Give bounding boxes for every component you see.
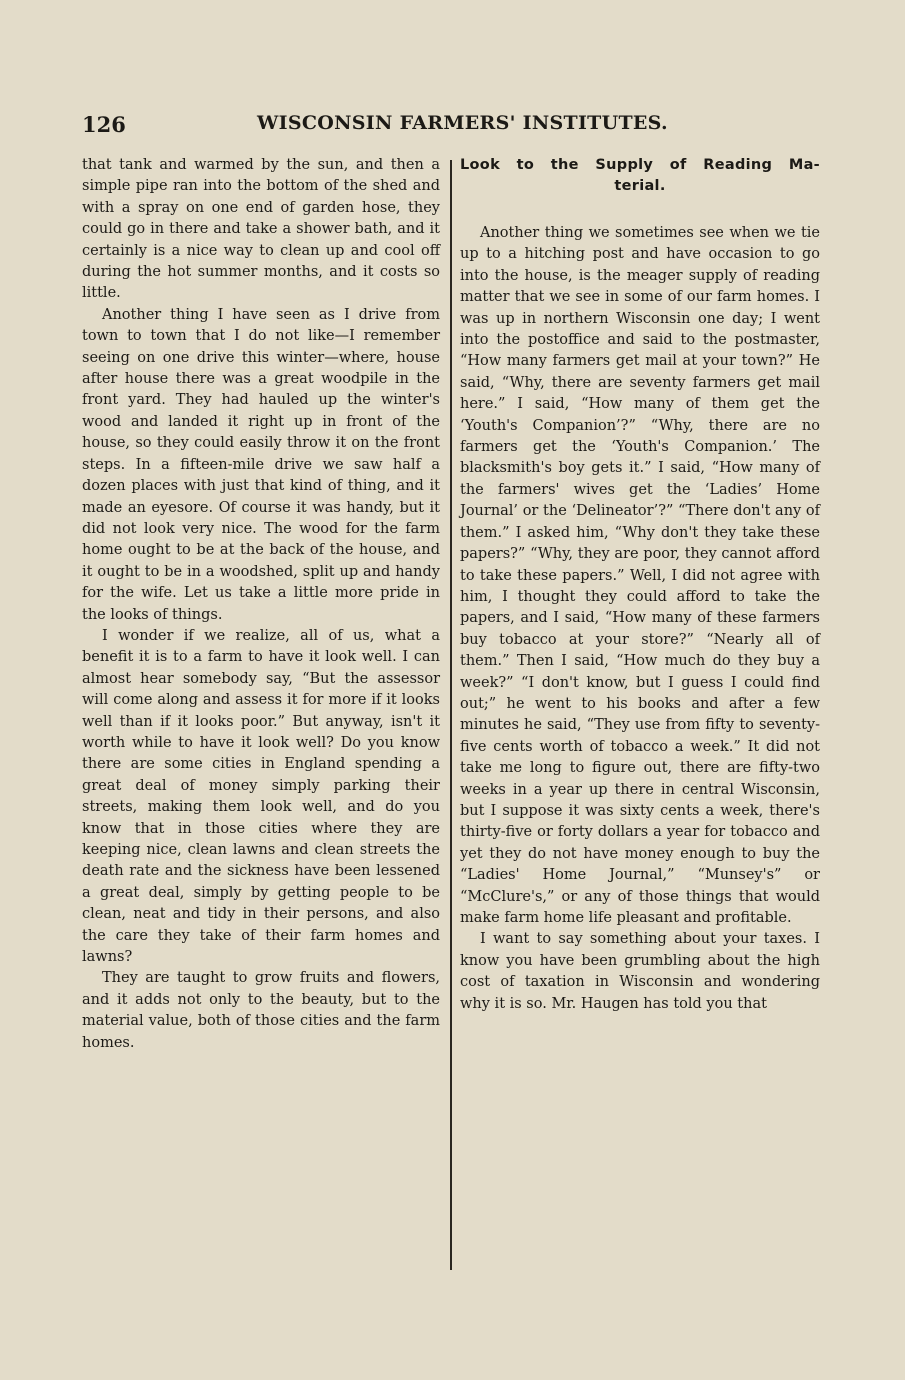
paragraph: I want to say something about your taxes. I know you have been grumbling about the high cost of taxation in Wisconsin and wondering why it is so. Mr. Haugen has told you that xyxy=(460,931,820,1012)
page-number: 126 xyxy=(82,112,126,137)
paragraph: They are taught to grow fruits and flowers, and it adds not only to the beauty, but to the material value, both of those cities and the farm homes. xyxy=(82,970,440,1051)
paragraph: Another thing we sometimes see when we tie up to a hitching post and have occasion to go into the house, is the meager supply of reading matter that we see in some of our farm homes. I was up in northern Wisconsin one day; I went into the postoffice and said to the postmaster, “How many farmers get mail at your town?” He said, “Why, there are seventy farmers get mail here.” I said, “How many of them get the ‘Youth's Companion’?” “Why, there are no farmers get the ‘Youth's Companion.’ The blacksmith's boy gets it.” I said, “How many of the farmers' wives get the ‘Ladies’ Home Journal’ or the ‘Delineator’?” “There don't any of them.” I asked him, “Why don't they take these papers?” “Why, they are poor, they cannot afford to take these papers.” Well, I did not agree with him, I thought they could afford to take the papers, and I said, “How many of these farmers buy tobacco at your store?” “Nearly all of them.” Then I said, “How much do they buy a week?” “I don't know, but I guess I could find out;” he went to his books and after a few minutes he said, “They use from fifty to seventy-five cents worth of tobacco a week.” It did not take me long to figure out, there are fifty-two weeks in a year up there in central Wisconsin, but I suppose it was sixty cents a week, there's thirty-five or forty dollars a year for tobacco and yet they do not have money enough to buy the “Ladies' Home Journal,” “Munsey's” or “McClure's,” or any of those things that would make farm home life pleasant and profitable. xyxy=(460,225,820,926)
section-heading-line: terial. xyxy=(614,178,666,194)
right-column xyxy=(460,155,820,1015)
running-title: WISCONSIN FARMERS' INSTITUTES. xyxy=(257,112,668,134)
section-heading xyxy=(460,155,820,197)
paragraph: that tank and warmed by the sun, and then a simple pipe ran into the bottom of the shed and with a spray on one end of garden hose, they could go in there and take a shower bath, and it certainly is a nice way to clean up and cool off during the hot summer months, and it costs so little. xyxy=(82,157,440,302)
section-heading-line: Look to the Supply of Reading Ma- xyxy=(460,157,820,173)
column-divider xyxy=(450,160,452,1270)
page-header xyxy=(82,112,822,142)
paragraph: Another thing I have seen as I drive from town to town that I do not like—I remember seeing on one drive this winter—where, house after house there was a great woodpile in the front yard. They had hauled up the winter's wood and landed it right up in front of the house, so they could easily throw it on the front steps. In a fifteen-mile drive we saw half a dozen places with just that kind of thing, and it made an eyesore. Of course it was handy, but it did not look very nice. The wood for the farm home ought to be at the back of the house, and it ought to be in a woodshed, split up and handy for the wife. Let us take a little more pride in the looks of things. xyxy=(82,306,440,623)
paragraph: I wonder if we realize, all of us, what a benefit it is to a farm to have it look well. I can almost hear somebody say, “But the assessor will come along and assess it for more if it looks well than if it looks poor.” But anyway, isn't it worth while to have it look well? Do you know there are some cities in England spending a great deal of money simply parking their streets, making them look well, and do you know that in those cities where they are keeping nice, clean lawns and clean streets the death rate and the sickness have been lessened a great deal, simply by getting people to be clean, neat and tidy in their persons, and also the care they take of their farm homes and lawns? xyxy=(82,627,440,966)
left-column xyxy=(82,155,440,1054)
